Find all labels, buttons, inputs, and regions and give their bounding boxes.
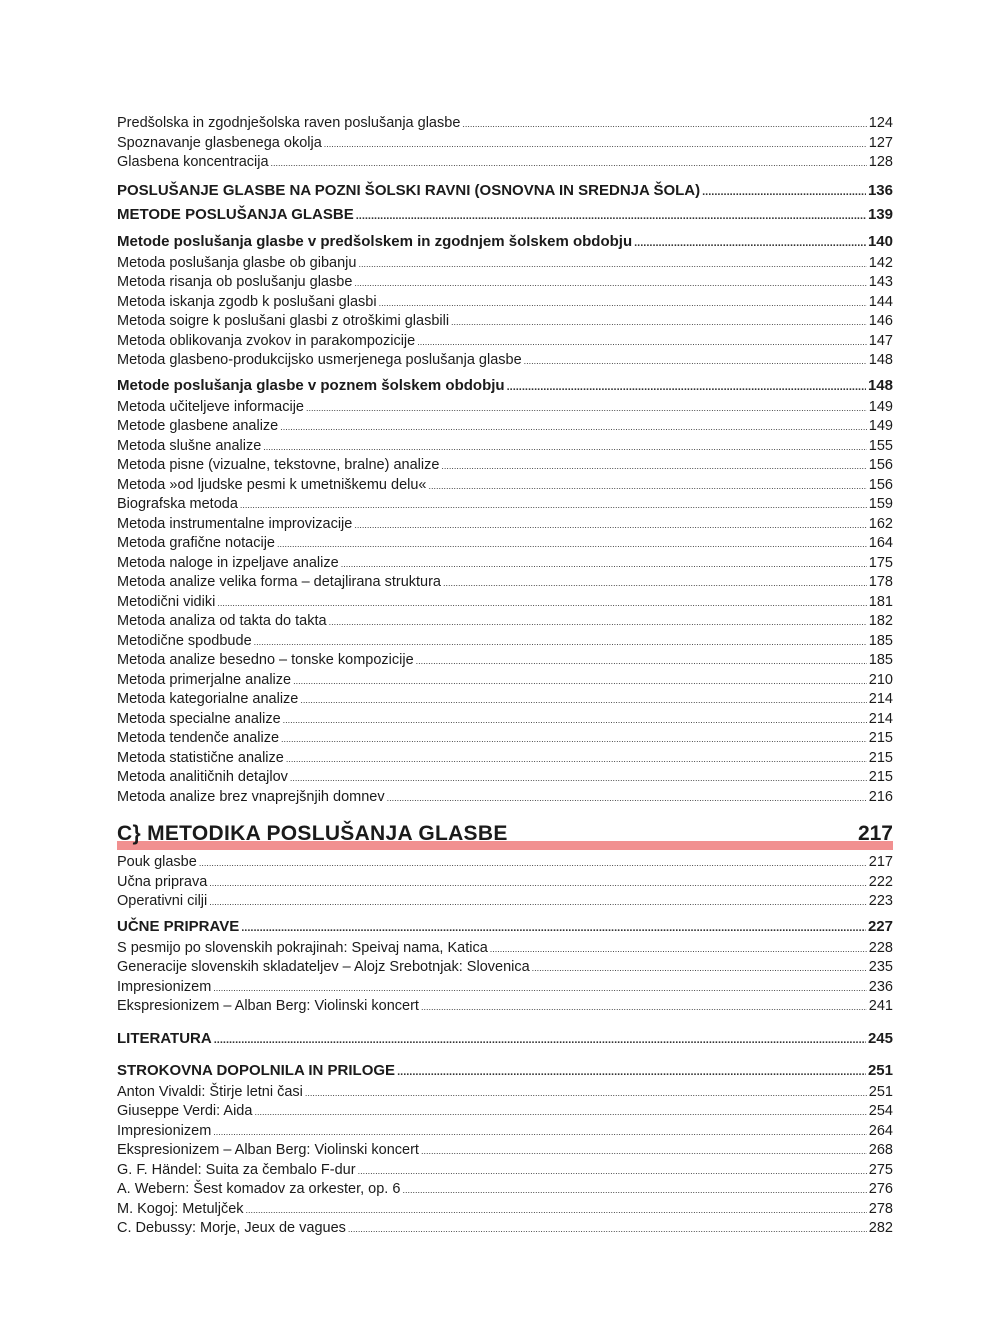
toc-entry-page: 264 xyxy=(868,1122,893,1139)
toc-entry-page: 228 xyxy=(868,939,893,956)
toc-entry[interactable] xyxy=(117,1200,893,1220)
toc-entry[interactable] xyxy=(117,554,893,574)
dot-leader xyxy=(421,998,867,1018)
dot-leader xyxy=(429,477,867,497)
toc-subheading[interactable] xyxy=(117,374,893,398)
toc-heading[interactable] xyxy=(117,915,893,939)
dot-leader xyxy=(283,711,867,731)
toc-entry-title: Metodični vidiki xyxy=(117,593,216,610)
toc-entry-title: Metoda grafične notacije xyxy=(117,535,275,551)
dot-leader xyxy=(306,399,867,419)
dot-leader xyxy=(214,1028,866,1052)
toc-entry-page: 223 xyxy=(868,893,893,909)
toc-entry[interactable] xyxy=(117,651,893,671)
toc-entry-title: Metoda analiza od takta do takta xyxy=(117,613,327,629)
dot-leader xyxy=(254,633,867,653)
toc-heading[interactable] xyxy=(117,203,893,227)
toc-entry[interactable] xyxy=(117,114,893,134)
toc-group-part1 xyxy=(117,114,893,173)
toc-entry-page: 162 xyxy=(868,515,893,532)
toc-part-title: C} METODIKA POSLUŠANJA GLASBE xyxy=(117,822,508,845)
toc-entry-title: S pesmijo po slovenskih pokrajinah: Speivaj nama, Katica xyxy=(117,939,488,956)
toc-entry-title: Predšolska in zgodnješolska raven poslušanja glasbe xyxy=(117,115,461,131)
toc-entry-title: Metoda analize velika forma – detajlirana struktura xyxy=(117,574,441,590)
toc-entry-page: 216 xyxy=(868,788,893,805)
dot-leader xyxy=(441,457,866,477)
toc-entry[interactable] xyxy=(117,853,893,873)
toc-entry-title: Metoda instrumentalne improvizacije xyxy=(117,515,353,532)
toc-entry[interactable] xyxy=(117,892,893,912)
toc-entry-page: 159 xyxy=(868,496,893,512)
toc-entry-page: 155 xyxy=(868,437,893,454)
toc-entry-page: 236 xyxy=(868,978,893,995)
dot-leader xyxy=(246,1201,867,1221)
toc-entry-page: 181 xyxy=(868,593,893,610)
dot-leader xyxy=(324,135,867,155)
toc-heading-title: STROKOVNA DOPOLNILA IN PRILOGE xyxy=(117,1061,396,1079)
dot-leader xyxy=(199,854,867,874)
dot-leader xyxy=(213,979,867,999)
dot-leader xyxy=(217,594,866,614)
toc-subheading-title: Metode poslušanja glasbe v predšolskem in zgodnjem šolskem obdobju xyxy=(117,232,633,250)
toc-entry-page: 275 xyxy=(868,1161,893,1178)
toc-heading[interactable] xyxy=(117,1059,893,1083)
toc-entry-title: Metoda statistične analize xyxy=(117,749,284,766)
toc-entry-page: 156 xyxy=(868,457,893,473)
dot-leader xyxy=(634,231,866,255)
dot-leader xyxy=(354,274,866,294)
toc-entry[interactable] xyxy=(117,134,893,154)
dot-leader xyxy=(379,294,867,314)
toc-entry[interactable] xyxy=(117,632,893,652)
dot-leader xyxy=(209,893,867,913)
toc-entry[interactable] xyxy=(117,1219,893,1239)
toc-entry-page: 146 xyxy=(868,313,893,329)
toc-entry-page: 282 xyxy=(868,1220,893,1236)
toc-entry-page: 142 xyxy=(868,254,893,271)
dot-leader xyxy=(416,652,867,672)
toc-entry[interactable] xyxy=(117,958,893,978)
toc-entry-title: Metoda analitičnih detajlov xyxy=(117,769,288,785)
dot-leader xyxy=(354,516,866,536)
toc-heading-title: UČNE PRIPRAVE xyxy=(117,917,240,935)
toc-entry-page: 148 xyxy=(868,352,893,368)
dot-leader xyxy=(277,535,867,555)
toc-entry-title: Metoda učiteljeve informacije xyxy=(117,398,304,415)
toc-entry-title: Metoda naloge in izpeljave analize xyxy=(117,554,339,571)
toc-entry-page: 178 xyxy=(868,574,893,590)
toc-entry[interactable] xyxy=(117,1083,893,1103)
toc-entry-page: 156 xyxy=(868,476,893,493)
toc-entry-title: Biografska metoda xyxy=(117,496,238,512)
toc-heading[interactable] xyxy=(117,179,893,203)
toc-entry-title: M. Kogoj: Metuljček xyxy=(117,1200,244,1217)
toc-entry[interactable] xyxy=(117,1180,893,1200)
dot-leader xyxy=(524,352,867,372)
toc-entry-page: 215 xyxy=(868,730,893,746)
toc-entry[interactable] xyxy=(117,593,893,613)
dot-leader xyxy=(532,959,867,979)
toc-part-page: 217 xyxy=(857,822,893,845)
toc-entry-title: Pouk glasbe xyxy=(117,854,197,870)
toc-group-sub2 xyxy=(117,398,893,808)
toc-entry-title: Metoda analize brez vnaprejšnjih domnev xyxy=(117,788,385,805)
toc-heading[interactable] xyxy=(117,1027,893,1051)
dot-leader xyxy=(397,1060,866,1084)
toc-entry-title: Generacije slovenskih skladateljev – Alojz Srebotnjak: Slovenica xyxy=(117,959,530,975)
toc-entry-page: 214 xyxy=(868,710,893,727)
toc-entry[interactable] xyxy=(117,729,893,749)
dot-leader xyxy=(387,789,867,809)
toc-entry[interactable] xyxy=(117,749,893,769)
toc-group-heading3 xyxy=(117,939,893,1017)
toc-entry-page: 127 xyxy=(868,134,893,151)
dot-leader xyxy=(443,574,867,594)
toc-group-partC xyxy=(117,853,893,912)
toc-entry-page: 149 xyxy=(868,418,893,434)
dot-leader xyxy=(254,1103,866,1123)
toc-entry[interactable] xyxy=(117,293,893,313)
toc-heading-page: 139 xyxy=(867,205,893,223)
toc-entry[interactable] xyxy=(117,351,893,371)
toc-entry[interactable] xyxy=(117,437,893,457)
toc-entry-title: Metoda oblikovanja zvokov in parakompozicije xyxy=(117,332,416,349)
toc-entry[interactable] xyxy=(117,671,893,691)
toc-entry-page: 217 xyxy=(868,854,893,870)
toc-entry-title: A. Webern: Šest komadov za orkester, op. 6 xyxy=(117,1181,401,1197)
toc-entry[interactable] xyxy=(117,417,893,437)
toc-entry[interactable] xyxy=(117,997,893,1017)
toc-entry-title: Ekspresionizem – Alban Berg: Violinski koncert xyxy=(117,1142,419,1158)
dot-leader xyxy=(702,180,866,204)
toc-entry-page: 222 xyxy=(868,873,893,890)
toc-entry[interactable] xyxy=(117,398,893,418)
toc-entry[interactable] xyxy=(117,1161,893,1181)
toc-entry-page: 235 xyxy=(868,959,893,975)
toc-entry-page: 128 xyxy=(868,154,893,170)
dot-leader xyxy=(490,940,867,960)
toc-entry-title: Spoznavanje glasbenega okolja xyxy=(117,134,322,151)
toc-heading-page: 251 xyxy=(867,1061,893,1079)
toc-entry-page: 144 xyxy=(868,293,893,310)
toc-entry[interactable] xyxy=(117,690,893,710)
toc-entry-title: Metoda kategorialne analize xyxy=(117,691,299,707)
toc-heading-page: 245 xyxy=(867,1029,893,1047)
toc-entry-title: Metoda poslušanja glasbe ob gibanju xyxy=(117,254,357,271)
dot-leader xyxy=(417,333,867,353)
toc-entry-page: 147 xyxy=(868,332,893,349)
dot-leader xyxy=(329,613,867,633)
toc-entry-title: Ekspresionizem – Alban Berg: Violinski koncert xyxy=(117,998,419,1014)
toc-entry[interactable] xyxy=(117,710,893,730)
toc-entry[interactable] xyxy=(117,788,893,808)
dot-leader xyxy=(358,1162,867,1182)
toc-entry-title: Impresionizem xyxy=(117,978,212,995)
toc-entry[interactable] xyxy=(117,1102,893,1122)
dot-leader xyxy=(421,1142,867,1162)
dot-leader xyxy=(280,418,867,438)
toc-entry[interactable] xyxy=(117,939,893,959)
dot-leader xyxy=(271,154,867,174)
toc-entry-page: 214 xyxy=(868,691,893,707)
dot-leader xyxy=(507,375,866,399)
dot-leader xyxy=(293,672,867,692)
toc-group-sub1 xyxy=(117,254,893,371)
toc-entry-title: C. Debussy: Morje, Jeux de vagues xyxy=(117,1220,346,1236)
dot-leader xyxy=(348,1220,867,1240)
toc-entry-title: Metoda pisne (vizualne, tekstovne, bralne) analize xyxy=(117,457,440,473)
toc-entry-title: Metodične spodbude xyxy=(117,632,252,649)
spacer xyxy=(117,1017,893,1027)
toc-entry-title: Metoda risanja ob poslušanju glasbe xyxy=(117,274,353,290)
toc-entry[interactable] xyxy=(117,456,893,476)
toc-entry-title: Glasbena koncentracija xyxy=(117,154,269,170)
toc-subheading-page: 140 xyxy=(867,232,893,250)
toc-entry-title: Metoda specialne analize xyxy=(117,710,281,727)
toc-entry-title: G. F. Händel: Suita za čembalo F-dur xyxy=(117,1161,356,1178)
toc-entry-page: 251 xyxy=(868,1083,893,1100)
toc-entry-page: 254 xyxy=(868,1103,893,1119)
toc-entry-page: 185 xyxy=(868,632,893,649)
toc-entry-page: 215 xyxy=(868,749,893,766)
toc-entry-page: 124 xyxy=(868,115,893,131)
toc-entry-page: 149 xyxy=(868,398,893,415)
toc-heading-title: METODE POSLUŠANJA GLASBE xyxy=(117,205,354,223)
dot-leader xyxy=(300,691,866,711)
dot-leader xyxy=(356,204,866,228)
toc-entry-title: Metoda tendenče analize xyxy=(117,730,280,746)
toc-heading-title: POSLUŠANJE GLASBE NA POZNI ŠOLSKI RAVNI (OSNOVNA IN SREDNJA ŠOLA) xyxy=(117,181,701,199)
toc-entry-title: Impresionizem xyxy=(117,1122,212,1139)
toc-entry-page: 278 xyxy=(868,1200,893,1217)
toc-entry[interactable] xyxy=(117,312,893,332)
toc-entry-title: Giuseppe Verdi: Aida xyxy=(117,1103,253,1119)
toc-entry-title: Metoda glasbeno-produkcijsko usmerjenega poslušanja glasbe xyxy=(117,352,522,368)
toc-entry-page: 143 xyxy=(868,274,893,290)
toc-entry-title: Operativni cilji xyxy=(117,893,208,909)
toc-group-heading5 xyxy=(117,1083,893,1239)
dot-leader xyxy=(281,730,867,750)
table-of-contents xyxy=(117,114,893,1239)
toc-entry-page: 215 xyxy=(868,769,893,785)
toc-entry[interactable] xyxy=(117,612,893,632)
toc-entry-page: 268 xyxy=(868,1142,893,1158)
toc-entry[interactable] xyxy=(117,332,893,352)
toc-entry[interactable] xyxy=(117,768,893,788)
toc-entry[interactable] xyxy=(117,873,893,893)
toc-entry[interactable] xyxy=(117,476,893,496)
toc-entry-page: 276 xyxy=(868,1181,893,1197)
dot-leader xyxy=(341,555,867,575)
toc-entry[interactable] xyxy=(117,1141,893,1161)
toc-entry[interactable] xyxy=(117,1122,893,1142)
toc-entry[interactable] xyxy=(117,515,893,535)
dot-leader xyxy=(240,496,867,516)
toc-entry-title: Učna priprava xyxy=(117,873,208,890)
dot-leader xyxy=(263,438,867,458)
toc-entry-title: Anton Vivaldi: Štirje letni časi xyxy=(117,1083,303,1100)
toc-entry-page: 175 xyxy=(868,554,893,571)
toc-part-heading[interactable] xyxy=(117,817,893,853)
toc-heading-page: 136 xyxy=(867,181,893,199)
toc-entry-title: Metoda »od ljudske pesmi k umetniškemu delu« xyxy=(117,476,427,493)
toc-entry[interactable] xyxy=(117,534,893,554)
toc-entry[interactable] xyxy=(117,254,893,274)
toc-entry-title: Metode glasbene analize xyxy=(117,418,279,434)
toc-entry-page: 241 xyxy=(868,998,893,1014)
dot-leader xyxy=(462,115,866,135)
toc-entry-title: Metoda iskanja zgodb k poslušani glasbi xyxy=(117,293,377,310)
dot-leader xyxy=(286,750,867,770)
dot-leader xyxy=(213,1123,867,1143)
dot-leader xyxy=(305,1084,867,1104)
toc-entry[interactable] xyxy=(117,978,893,998)
toc-entry[interactable] xyxy=(117,153,893,173)
toc-entry-title: Metoda analize besedno – tonske kompozicije xyxy=(117,652,414,668)
toc-entry-page: 182 xyxy=(868,613,893,629)
toc-entry-title: Metoda soigre k poslušani glasbi z otroškimi glasbili xyxy=(117,313,450,329)
toc-entry-page: 185 xyxy=(868,652,893,668)
toc-entry-page: 164 xyxy=(868,535,893,551)
toc-entry-title: Metoda primerjalne analize xyxy=(117,671,292,688)
dot-leader xyxy=(451,313,867,333)
toc-subheading-title: Metode poslušanja glasbe v poznem šolskem obdobju xyxy=(117,376,505,394)
toc-subheading[interactable] xyxy=(117,230,893,254)
dot-leader xyxy=(209,874,867,894)
dot-leader xyxy=(402,1181,866,1201)
toc-entry[interactable] xyxy=(117,273,893,293)
dot-leader xyxy=(358,255,866,275)
dot-leader xyxy=(290,769,867,789)
toc-entry-page: 210 xyxy=(868,671,893,688)
toc-heading-page: 227 xyxy=(867,917,893,935)
toc-subheading-page: 148 xyxy=(867,376,893,394)
dot-leader xyxy=(241,916,866,940)
toc-entry-title: Metoda slušne analize xyxy=(117,437,262,454)
toc-heading-title: LITERATURA xyxy=(117,1029,212,1047)
toc-entry[interactable] xyxy=(117,573,893,593)
toc-entry[interactable] xyxy=(117,495,893,515)
